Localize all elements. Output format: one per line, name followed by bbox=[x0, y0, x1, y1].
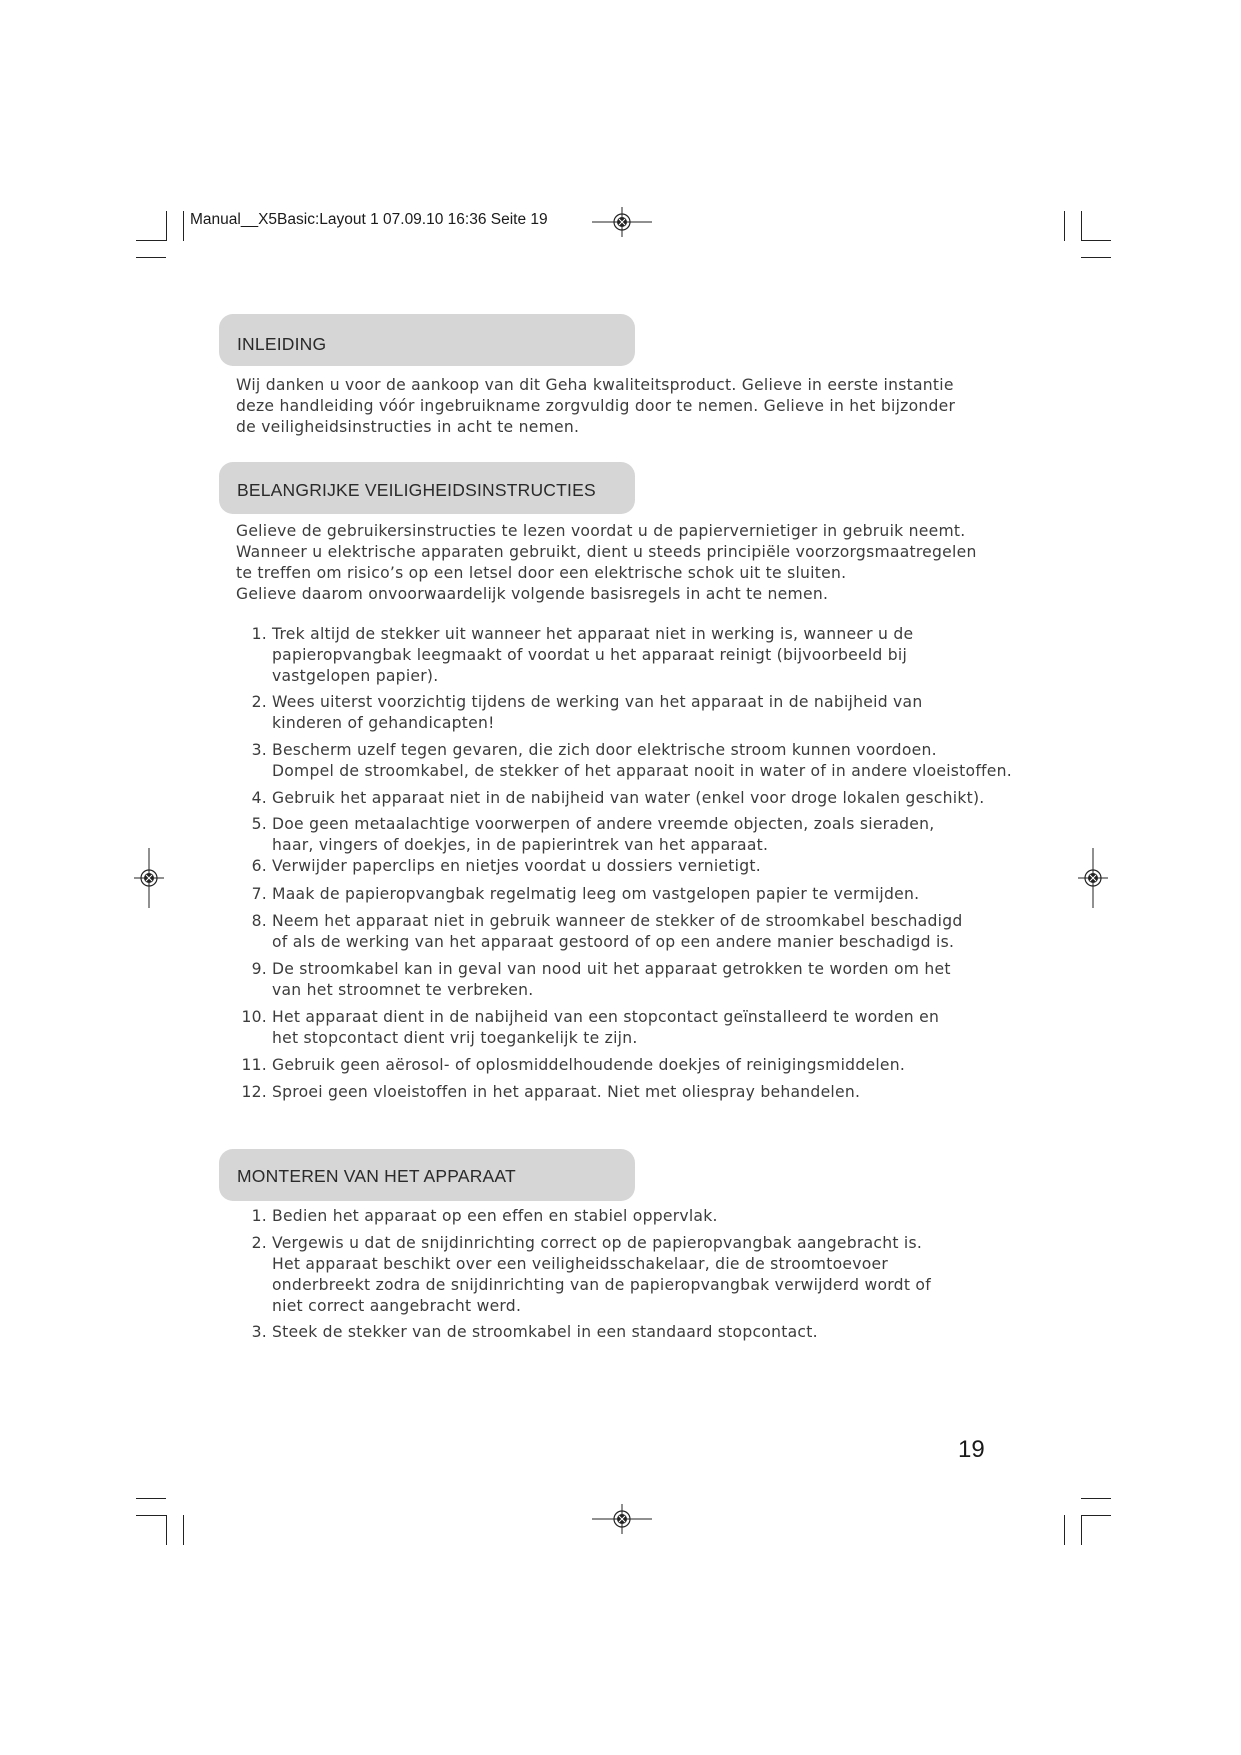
registration-mark-icon bbox=[592, 1504, 652, 1534]
crop-mark bbox=[183, 211, 184, 241]
paragraph-line: Wij danken u voor de aankoop van dit Geha kwaliteitsproduct. Gelieve in eerste instantie bbox=[236, 376, 954, 394]
registration-mark-icon bbox=[134, 848, 164, 908]
list-text: van het stroomnet te verbreken. bbox=[272, 981, 534, 999]
list-number: 6. bbox=[251, 857, 267, 875]
list-number: 10. bbox=[241, 1008, 267, 1026]
list-number: 9. bbox=[251, 960, 267, 978]
list-number: 12. bbox=[241, 1083, 267, 1101]
list-text: papieropvangbak leegmaakt of voordat u het apparaat reinigt (bijvoorbeeld bij bbox=[272, 646, 908, 664]
crop-mark bbox=[1081, 257, 1111, 258]
list-text: Maak de papieropvangbak regelmatig leeg om vastgelopen papier te vermijden. bbox=[272, 885, 920, 903]
safety-paragraph bbox=[236, 521, 1016, 605]
list-number: 7. bbox=[251, 885, 267, 903]
paragraph-line: Gelieve daarom onvoorwaardelijk volgende basisregels in acht te nemen. bbox=[236, 585, 829, 603]
list-text: Doe geen metaalachtige voorwerpen of andere vreemde objecten, zoals sieraden, bbox=[272, 815, 935, 833]
list-text: kinderen of gehandicapten! bbox=[272, 714, 495, 732]
list-text: De stroomkabel kan in geval van nood uit het apparaat getrokken te worden om het bbox=[272, 960, 951, 978]
crop-mark bbox=[1081, 1515, 1082, 1545]
crop-mark bbox=[183, 1515, 184, 1545]
crop-mark bbox=[1081, 1515, 1111, 1516]
list-text: of als de werking van het apparaat gestoord of op een andere manier beschadigd is. bbox=[272, 933, 955, 951]
crop-mark bbox=[1064, 211, 1065, 241]
list-text: Het apparaat dient in de nabijheid van een stopcontact geïnstalleerd te worden en bbox=[272, 1008, 940, 1026]
list-number: 4. bbox=[251, 789, 267, 807]
crop-mark bbox=[1081, 240, 1111, 241]
list-text: haar, vingers of doekjes, in de papierintrek van het apparaat. bbox=[272, 836, 769, 854]
crop-mark bbox=[166, 1515, 167, 1545]
list-text: Gebruik geen aërosol- of oplosmiddelhoudende doekjes of reinigingsmiddelen. bbox=[272, 1056, 906, 1074]
list-text: het stopcontact dient vrij toegankelijk te zijn. bbox=[272, 1029, 638, 1047]
list-text: Wees uiterst voorzichtig tijdens de werking van het apparaat in de nabijheid van bbox=[272, 693, 923, 711]
list-text: Bescherm uzelf tegen gevaren, die zich door elektrische stroom kunnen voordoen. bbox=[272, 741, 937, 759]
list-number: 11. bbox=[241, 1056, 267, 1074]
paragraph-line: Gelieve de gebruikersinstructies te lezen voordat u de papiervernietiger in gebruik neemt. bbox=[236, 522, 966, 540]
crop-mark bbox=[1081, 1498, 1111, 1499]
list-text: vastgelopen papier). bbox=[272, 667, 439, 685]
intro-paragraph bbox=[236, 375, 1016, 438]
crop-mark bbox=[1081, 211, 1082, 241]
list-text: Bedien het apparaat op een effen en stabiel oppervlak. bbox=[272, 1207, 718, 1225]
crop-mark bbox=[136, 240, 166, 241]
list-text: niet correct aangebracht werd. bbox=[272, 1297, 522, 1315]
crop-mark bbox=[136, 257, 166, 258]
registration-mark-icon bbox=[592, 207, 652, 237]
crop-mark bbox=[136, 1498, 166, 1499]
paragraph-line: te treffen om risico’s op een letsel door een elektrische schok uit te sluiten. bbox=[236, 564, 847, 582]
registration-mark-icon bbox=[1078, 848, 1108, 908]
list-number: 3. bbox=[251, 1323, 267, 1341]
list-text: Gebruik het apparaat niet in de nabijheid van water (enkel voor droge lokalen geschikt). bbox=[272, 789, 985, 807]
list-text: Sproei geen vloeistoffen in het apparaat. Niet met oliespray behandelen. bbox=[272, 1083, 861, 1101]
printer-slug: Manual__X5Basic:Layout 1 07.09.10 16:36 Seite 19 bbox=[190, 211, 548, 228]
list-text: Steek de stekker van de stroomkabel in een standaard stopcontact. bbox=[272, 1323, 818, 1341]
section-title-safety: BELANGRIJKE VEILIGHEIDSINSTRUCTIES bbox=[237, 480, 596, 500]
crop-mark bbox=[166, 211, 167, 241]
list-text: Het apparaat beschikt over een veiligheidsschakelaar, die de stroomtoevoer bbox=[272, 1255, 889, 1273]
section-title-assembly: MONTEREN VAN HET APPARAAT bbox=[237, 1166, 516, 1186]
crop-mark bbox=[1064, 1515, 1065, 1545]
list-text: Neem het apparaat niet in gebruik wanneer de stekker of de stroomkabel beschadigd bbox=[272, 912, 963, 930]
list-number: 1. bbox=[251, 625, 267, 643]
list-number: 2. bbox=[251, 1234, 267, 1252]
page-number: 19 bbox=[958, 1436, 985, 1463]
paragraph-line: de veiligheidsinstructies in acht te nemen. bbox=[236, 418, 580, 436]
list-text: Vergewis u dat de snijdinrichting correct op de papieropvangbak aangebracht is. bbox=[272, 1234, 923, 1252]
crop-mark bbox=[136, 1515, 166, 1516]
list-number: 8. bbox=[251, 912, 267, 930]
list-number: 3. bbox=[251, 741, 267, 759]
list-number: 1. bbox=[251, 1207, 267, 1225]
list-text: onderbreekt zodra de snijdinrichting van de papieropvangbak verwijderd wordt of bbox=[272, 1276, 931, 1294]
list-text: Verwijder paperclips en nietjes voordat u dossiers vernietigt. bbox=[272, 857, 761, 875]
list-text: Trek altijd de stekker uit wanneer het apparaat niet in werking is, wanneer u de bbox=[272, 625, 914, 643]
paragraph-line: Wanneer u elektrische apparaten gebruikt, dient u steeds principiële voorzorgsmaatregelen bbox=[236, 543, 977, 561]
list-text: Dompel de stroomkabel, de stekker of het apparaat nooit in water of in andere vloeistoffen. bbox=[272, 762, 1012, 780]
section-title-intro: INLEIDING bbox=[237, 334, 327, 354]
paragraph-line: deze handleiding vóór ingebruikname zorgvuldig door te nemen. Gelieve in het bijzonder bbox=[236, 397, 956, 415]
list-number: 5. bbox=[251, 815, 267, 833]
list-number: 2. bbox=[251, 693, 267, 711]
